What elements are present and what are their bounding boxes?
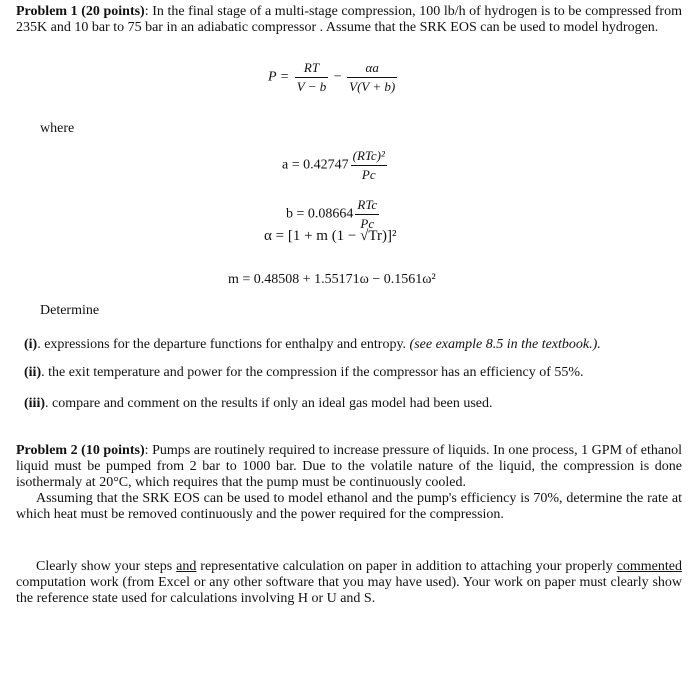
item-ii-label: (ii): [24, 365, 42, 380]
instructions-u2: commented: [616, 559, 682, 574]
problem2-text-b: Assuming that the SRK EOS can be used to model ethanol and the pump's efficiency is 70%, determine the rate at which heat must be removed continuously and the power required for the compression.: [16, 491, 682, 522]
b-eq-num: RTc: [355, 197, 379, 215]
b-eq-frac: [355, 197, 379, 232]
a-eq-frac: [351, 148, 387, 183]
problem2-heading: Problem 2 (10 points): [16, 443, 145, 458]
instructions-paragraph: [16, 559, 682, 607]
problem1-item-ii: [24, 365, 584, 381]
problem1-paragraph: [16, 4, 682, 36]
item-i-text: . expressions for the departure functions for enthalpy and entropy.: [37, 337, 407, 352]
item-iii-label: (iii): [24, 396, 45, 411]
a-eq-num: (RTc)²: [351, 148, 387, 166]
srk-num2: αa: [347, 60, 397, 78]
srk-lhs: P =: [268, 69, 290, 85]
instructions-u1: and: [176, 559, 197, 574]
where-label: where: [40, 121, 75, 136]
b-eq-lhs: b = 0.08664: [286, 206, 354, 222]
srk-den2: V(V + b): [349, 79, 396, 94]
instructions-t1: Clearly show your steps: [36, 559, 177, 574]
a-equation: [282, 148, 389, 183]
item-i-note: (see example 8.5 in the textbook.).: [409, 337, 601, 352]
problem1-heading: Problem 1 (20 points): [16, 4, 145, 19]
item-iii-text: . compare and comment on the results if only an ideal gas model had been used.: [45, 396, 493, 411]
problem1-item-i: [24, 337, 601, 353]
srk-num1: RT: [295, 60, 328, 78]
problem1-item-iii: [24, 396, 492, 412]
srk-term1: [295, 60, 328, 95]
problem1-text: : In the final stage of a multi-stage compression, 100 lb/h of hydrogen is to be compressed from 235K and 10 bar to 75 bar in an adiabatic compressor . Assume that the SRK EOS can be used to model hydrogen.: [16, 4, 682, 35]
item-i-label: (i): [24, 337, 38, 352]
instructions-t3: computation work (from Excel or any other software that you may have used). Your work on paper must clearly show the reference state used for calculations involving H or U and S.: [16, 575, 682, 606]
srk-term2: [347, 60, 397, 95]
item-ii-text: . the exit temperature and power for the compression if the compressor has an efficiency of 55%.: [41, 365, 584, 380]
b-equation: [286, 197, 381, 232]
determine-label: Determine: [40, 303, 100, 318]
instructions-line: [16, 559, 682, 607]
instructions-t2: representative calculation on paper in addition to attaching your properly: [196, 559, 617, 574]
m-equation: m = 0.48508 + 1.55171ω − 0.1561ω²: [228, 272, 436, 287]
srk-equation: [268, 60, 399, 95]
problem2-paragraph: [16, 443, 682, 523]
problem2-text-a: : Pumps are routinely required to increase pressure of liquids. In one process, 1 GPM of ethanol liquid must be pumped from 2 bar to 1000 bar. Due to the volatile nature of the liquid, the compression is done isothermaly at 20°C, which requires that the pump must be continuously cooled.: [16, 443, 682, 490]
a-eq-lhs: a = 0.42747: [282, 157, 349, 173]
srk-minus: −: [333, 69, 342, 85]
a-eq-den: Pc: [361, 167, 376, 182]
alpha-equation: α = [1 + m (1 − √Tr)]²: [264, 228, 397, 244]
b-eq-den: Pc: [360, 216, 375, 231]
srk-den1: V − b: [296, 79, 327, 94]
